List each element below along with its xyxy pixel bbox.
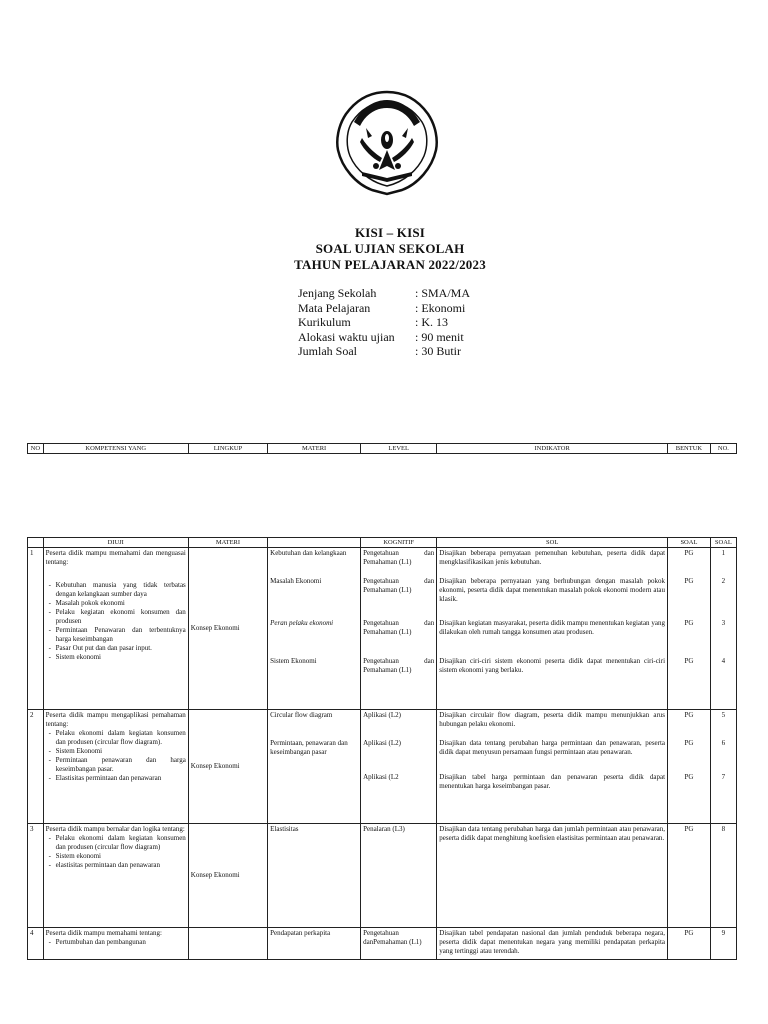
level-item: Aplikasi (L2 — [363, 773, 399, 781]
level-item: Aplikasi (L2) — [363, 711, 401, 719]
materi-item: Permintaan, penawaran dan keseimbangan pasar — [270, 739, 348, 756]
nomor-cell: 9 — [710, 928, 736, 960]
indikator-item: Disajikan beberapa pernyataan pemenuhan kebutuhan, peserta didik dapat mengklasifikasikan jenis kebutuhan. — [439, 549, 666, 566]
level-item: Pengetahuan dan Pemahaman (L1) — [363, 577, 435, 594]
kompetensi-cell — [43, 548, 188, 710]
kompetensi-intro: Peserta didik mampu mengaplikasi pemahaman tentang: — [45, 711, 186, 728]
title-line-2: SOAL UJIAN SEKOLAH — [315, 241, 465, 256]
kompetensi-cell — [43, 710, 188, 824]
header-level: LEVEL — [361, 444, 437, 454]
materi-cell — [268, 710, 361, 824]
level-item: Pengetahuan dan Pemahaman (L1) — [363, 619, 435, 636]
row-no: 3 — [28, 824, 44, 928]
materi-cell — [268, 548, 361, 710]
info-label: Mata Pelajaran — [298, 300, 371, 315]
level-item: Pengetahuan dan Pemahaman (L1) — [363, 549, 435, 566]
col-header: KOGNITIF — [361, 538, 437, 548]
kompetensi-item: - Permintaan penawaran dan harga keseimbangan pasar. — [56, 756, 186, 774]
info-value: : SMA/MA — [415, 286, 471, 300]
kompetensi-item: - Sistem ekonomi — [56, 653, 186, 662]
header-no: NO — [28, 444, 44, 454]
nomor-item: 7 — [721, 773, 726, 781]
bentuk-item: PG — [684, 657, 694, 665]
materi-item: Kebutuhan dan kelangkaan — [270, 549, 347, 557]
kompetensi-item: - Masalah pokok ekonomi — [56, 599, 186, 608]
title-line-3: TAHUN PELAJARAN 2022/2023 — [294, 257, 486, 272]
materi-cell: Elastisitas — [268, 824, 361, 928]
info-row — [298, 344, 535, 359]
indikator-item: Disajikan beberapa pernyataan yang berhubungan dengan masalah pokok ekonomi, peserta didik dapat menentukan masalah pokok ekonomi modern atau klasik. — [439, 577, 666, 603]
nomor-item: 6 — [721, 739, 726, 747]
row-no: 1 — [28, 548, 44, 710]
indikator-item: Disajikan circulair flow diagram, peserta didik mampu menunjukkan arus hubungan pelaku ekonomi. — [439, 711, 666, 728]
bentuk-item: PG — [684, 577, 694, 585]
document-title — [240, 225, 540, 273]
bentuk-cell — [668, 710, 711, 824]
indikator-item: Disajikan kegiatan masyarakat, peserta didik mampu menentukan kegiatan yang dilakukan oleh rumah tangga konsumen atau produsen. — [439, 619, 666, 636]
header-bentuk: BENTUK — [668, 444, 711, 454]
info-value: : 90 menit — [415, 329, 464, 344]
lingkup-cell — [188, 928, 267, 960]
header-nomor: NO. — [710, 444, 736, 454]
materi-item: Peran pelaku ekonomi — [270, 619, 334, 627]
bentuk-cell — [668, 548, 711, 710]
table-row — [28, 928, 737, 960]
bentuk-item: PG — [684, 711, 694, 719]
info-block — [298, 286, 535, 359]
materi-item: Masalah Ekonomi — [270, 577, 322, 585]
row-no: 4 — [28, 928, 44, 960]
col-header: DIUJI — [43, 538, 188, 548]
title-line-1: KISI – KISI — [354, 225, 426, 240]
col-header: SOAL — [668, 538, 711, 548]
materi-item: Sistem Ekonomi — [270, 657, 317, 665]
info-label: Alokasi waktu ujian — [298, 329, 395, 344]
indikator-item: Disajikan ciri-ciri sistem ekonomi peserta didik dapat menentukan ciri-ciri sistem ekonomi yang berlaku. — [439, 657, 666, 674]
bentuk-item: PG — [684, 739, 694, 747]
info-row — [298, 330, 535, 345]
info-value: : K. 13 — [415, 315, 448, 329]
bentuk-cell: PG — [668, 928, 711, 960]
indikator-cell — [437, 548, 668, 710]
kompetensi-item: - elastisitas permintaan dan penawaran — [56, 861, 186, 870]
table-row — [28, 824, 737, 928]
header-materi: MATERI — [268, 444, 361, 454]
tut-wuri-handayani-logo — [332, 88, 442, 198]
info-row — [298, 315, 535, 330]
kompetensi-item: - Kebutuhan manusia yang tidak terbatas dengan kelangkaan sumber daya — [56, 581, 186, 599]
info-value: : Ekonomi — [415, 300, 466, 315]
col-header: SOL — [437, 538, 668, 548]
table-row — [28, 548, 737, 710]
kompetensi-intro: Peserta didik mampu bernalar dan logika tentang: — [45, 825, 185, 833]
level-cell — [361, 710, 437, 824]
kompetensi-item: - Pelaku ekonomi dalam kegiatan konsumen dan produsen (circular flow diagram) — [56, 834, 186, 852]
level-cell: Penalaran (L3) — [361, 824, 437, 928]
indikator-cell: Disajikan tabel pendapatan nasional dan jumlah penduduk beberapa negara, peserta didik dapat menentukan negara yang memiliki pendapatan perkapita yang tertinggi atau terendah. — [437, 928, 668, 960]
nomor-item: 1 — [721, 549, 726, 557]
indikator-item: Disajikan data tentang perubahan harga permintaan dan penawaran, peserta didik dapat menyusun persamaan fungsi permintaan atau penawaran. — [439, 739, 666, 756]
lingkup-cell: Konsep Ekonomi — [188, 548, 267, 710]
kompetensi-item: - Pertumbuhan dan pembangunan — [56, 938, 186, 947]
materi-cell: Pendapatan perkapita — [268, 928, 361, 960]
info-row — [298, 301, 535, 316]
kompetensi-item: - Sistem Ekonomi — [56, 747, 186, 756]
nomor-item: 2 — [721, 577, 726, 585]
table-row — [28, 710, 737, 824]
indikator-cell — [437, 710, 668, 824]
materi-item: Circular flow diagram — [270, 711, 333, 719]
col-header: SOAL — [710, 538, 736, 548]
kompetensi-item: - Permintaan Penawaran dan terbentuknya harga keseimbangan — [56, 626, 186, 644]
header-kompetensi: KOMPETENSI YANG — [43, 444, 188, 454]
kompetensi-cell — [43, 824, 188, 928]
nomor-item: 3 — [721, 619, 726, 627]
nomor-item: 5 — [721, 711, 726, 719]
lingkup-cell: Konsep Ekonomi — [188, 710, 267, 824]
info-label: Jumlah Soal — [298, 344, 357, 358]
header-indikator: INDIKATOR — [437, 444, 668, 454]
row-no: 2 — [28, 710, 44, 824]
indikator-item: Disajikan tabel harga permintaan dan penawaran peserta didik dapat menentukan harga keseimbangan pasar. — [439, 773, 666, 790]
kompetensi-item: - Pasar Out put dan dan pasar input. — [56, 644, 186, 653]
kompetensi-item: - Pelaku kegiatan ekonomi konsumen dan produsen — [56, 608, 186, 626]
kompetensi-cell — [43, 928, 188, 960]
info-label: Jenjang Sekolah — [298, 286, 377, 300]
level-item: Aplikasi (L2) — [363, 739, 401, 747]
level-cell — [361, 548, 437, 710]
kisi-kisi-table — [27, 537, 737, 960]
indikator-cell: Disajikan data tentang perubahan harga dan jumlah permintaan atau penawaran, peserta didik dapat menghitung koefisien elastisitas permintaan atau penawaran. — [437, 824, 668, 928]
kompetensi-item: - Sistem ekonomi — [56, 852, 186, 861]
col-header — [268, 538, 361, 548]
col-header — [28, 538, 44, 548]
info-row — [298, 286, 535, 301]
kompetensi-intro: Peserta didik mampu memahami tentang: — [45, 929, 162, 937]
table-header-top — [27, 443, 737, 454]
nomor-cell — [710, 710, 736, 824]
nomor-item: 4 — [721, 657, 726, 665]
kompetensi-intro: Peserta didik mampu memahami dan menguasai tentang: — [45, 549, 186, 566]
kompetensi-item: - Pelaku ekonomi dalam kegiatan konsumen dan produsen (circular flow diagram). — [56, 729, 186, 747]
kompetensi-item: - Elastisitas permintaan dan penawaran — [56, 774, 186, 783]
level-cell: Pengetahuan danPemahaman (L1) — [361, 928, 437, 960]
lingkup-cell: Konsep Ekonomi — [188, 824, 267, 928]
table-header-row — [28, 538, 737, 548]
nomor-cell: 8 — [710, 824, 736, 928]
nomor-cell — [710, 548, 736, 710]
info-value: : 30 Butir — [415, 344, 462, 358]
bentuk-item: PG — [684, 773, 694, 781]
header-lingkup: LINGKUP — [188, 444, 267, 454]
level-item: Pengetahuan dan Pemahaman (L1) — [363, 657, 435, 674]
bentuk-item: PG — [684, 549, 694, 557]
col-header: MATERI — [188, 538, 267, 548]
bentuk-item: PG — [684, 619, 694, 627]
bentuk-cell: PG — [668, 824, 711, 928]
info-label: Kurikulum — [298, 315, 351, 329]
